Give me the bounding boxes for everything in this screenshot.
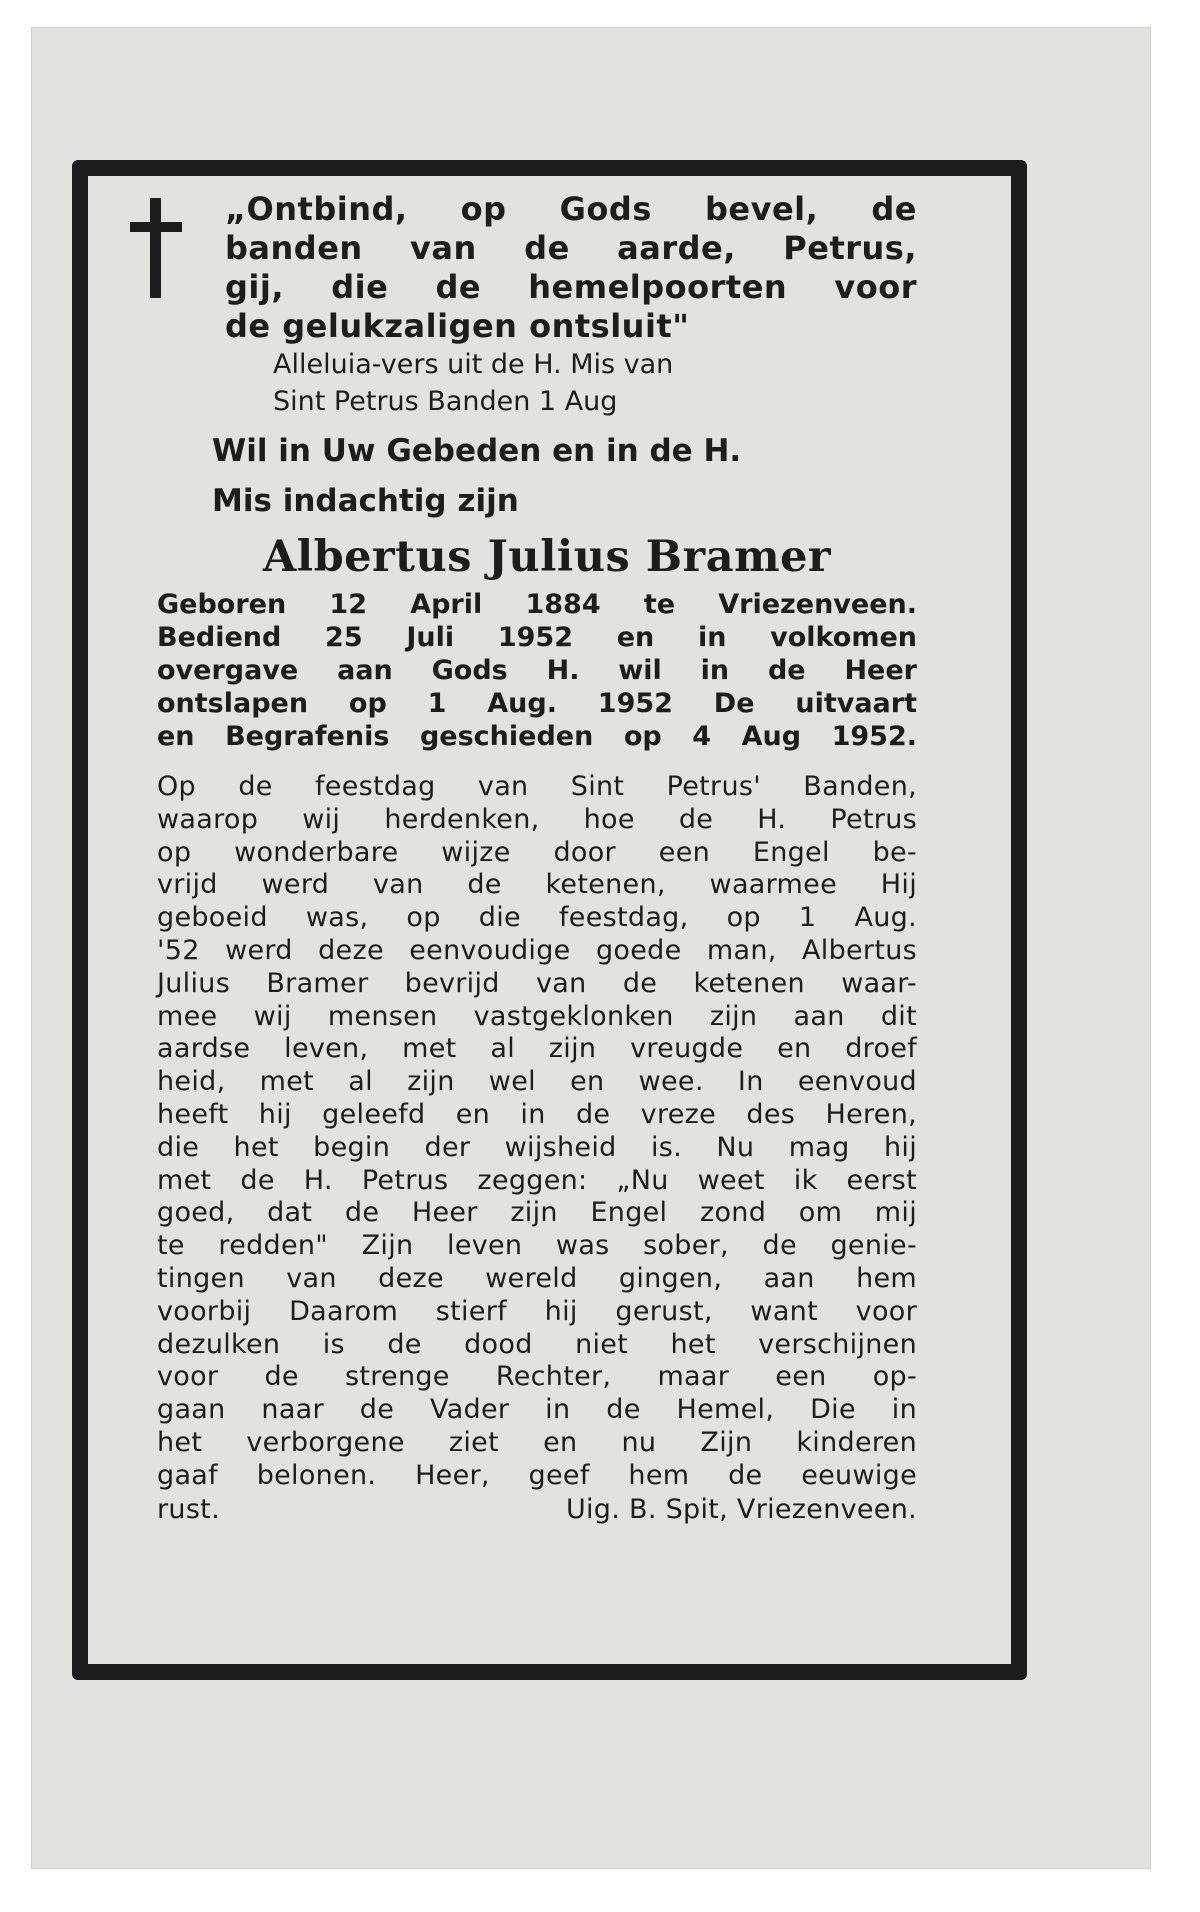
verse-line: banden van de aarde, Petrus,: [225, 229, 917, 267]
body-line: met de H. Petrus zeggen: „Nu weet ik eerst: [157, 1164, 917, 1196]
body-line: '52 werd deze eenvoudige goede man, Albertus: [157, 934, 917, 966]
body-line: heid, met al zijn wel en wee. In eenvoud: [157, 1066, 917, 1098]
bio-line: en Begrafenis geschieden op 4 Aug 1952.: [157, 721, 917, 752]
body-line: gaaf belonen. Heer, geef hem de eeuwige: [157, 1459, 917, 1491]
body-line: Julius Bramer bevrijd van de ketenen waar-: [157, 967, 917, 999]
body-line: voorbij Daarom stierf hij gerust, want voor: [157, 1295, 917, 1327]
body-line: aardse leven, met al zijn vreugde en droef: [157, 1033, 917, 1065]
body-line: waarop wij herdenken, hoe de H. Petrus: [157, 803, 917, 835]
body-line: voor de strenge Rechter, maar een op-: [157, 1361, 917, 1393]
body-line: te redden" Zijn leven was sober, de genie-: [157, 1230, 917, 1262]
prayer-invitation: Mis indachtig zijn: [212, 483, 519, 519]
card-content: [147, 190, 917, 1526]
cross-icon: [130, 198, 182, 298]
verse-line: „Ontbind, op Gods bevel, de: [225, 190, 917, 228]
body-line: goed, dat de Heer zijn Engel zond om mij: [157, 1197, 917, 1229]
bio-line: ontslapen op 1 Aug. 1952 De uitvaart: [157, 688, 917, 719]
verse-block: [185, 190, 917, 420]
body-line: dezulken is de dood niet het verschijnen: [157, 1328, 917, 1360]
body-line: tingen van deze wereld gingen, aan hem: [157, 1262, 917, 1294]
verse-source: Sint Petrus Banden 1 Aug: [273, 386, 618, 417]
bio-line: overgave aan Gods H. wil in de Heer: [157, 655, 917, 686]
printer-credit: Uig. B. Spit, Vriezenveen.: [565, 1493, 917, 1525]
body-line: heeft hij geleefd en in de vreze des Heren,: [157, 1098, 917, 1130]
body-line: gaan naar de Vader in de Hemel, Die in: [157, 1394, 917, 1426]
verse-line: de gelukzaligen ontsluit": [225, 307, 690, 345]
body-line: die het begin der wijsheid is. Nu mag hij: [157, 1131, 917, 1163]
body-line: mee wij mensen vastgeklonken zijn aan dit: [157, 1000, 917, 1032]
body-line: vrijd werd van de ketenen, waarmee Hij: [157, 869, 917, 901]
verse-source: Alleluia-vers uit de H. Mis van: [273, 349, 674, 380]
verse-line: gij, die de hemelpoorten voor: [225, 268, 917, 306]
prayer-invitation: Wil in Uw Gebeden en in de H.: [212, 433, 742, 469]
closing-word: rust.: [157, 1493, 220, 1525]
body-line: het verborgene ziet en nu Zijn kinderen: [157, 1426, 917, 1458]
bio-line: Geboren 12 April 1884 te Vriezenveen.: [157, 589, 917, 620]
body-line: Op de feestdag van Sint Petrus' Banden,: [157, 771, 917, 802]
bio-line: Bediend 25 Juli 1952 en in volkomen: [157, 622, 917, 653]
deceased-name: Albertus Julius Bramer: [262, 532, 832, 582]
body-line: geboeid was, op die feestdag, op 1 Aug.: [157, 902, 917, 934]
body-line: op wonderbare wijze door een Engel be-: [157, 836, 917, 868]
closing-line: [157, 1493, 917, 1526]
